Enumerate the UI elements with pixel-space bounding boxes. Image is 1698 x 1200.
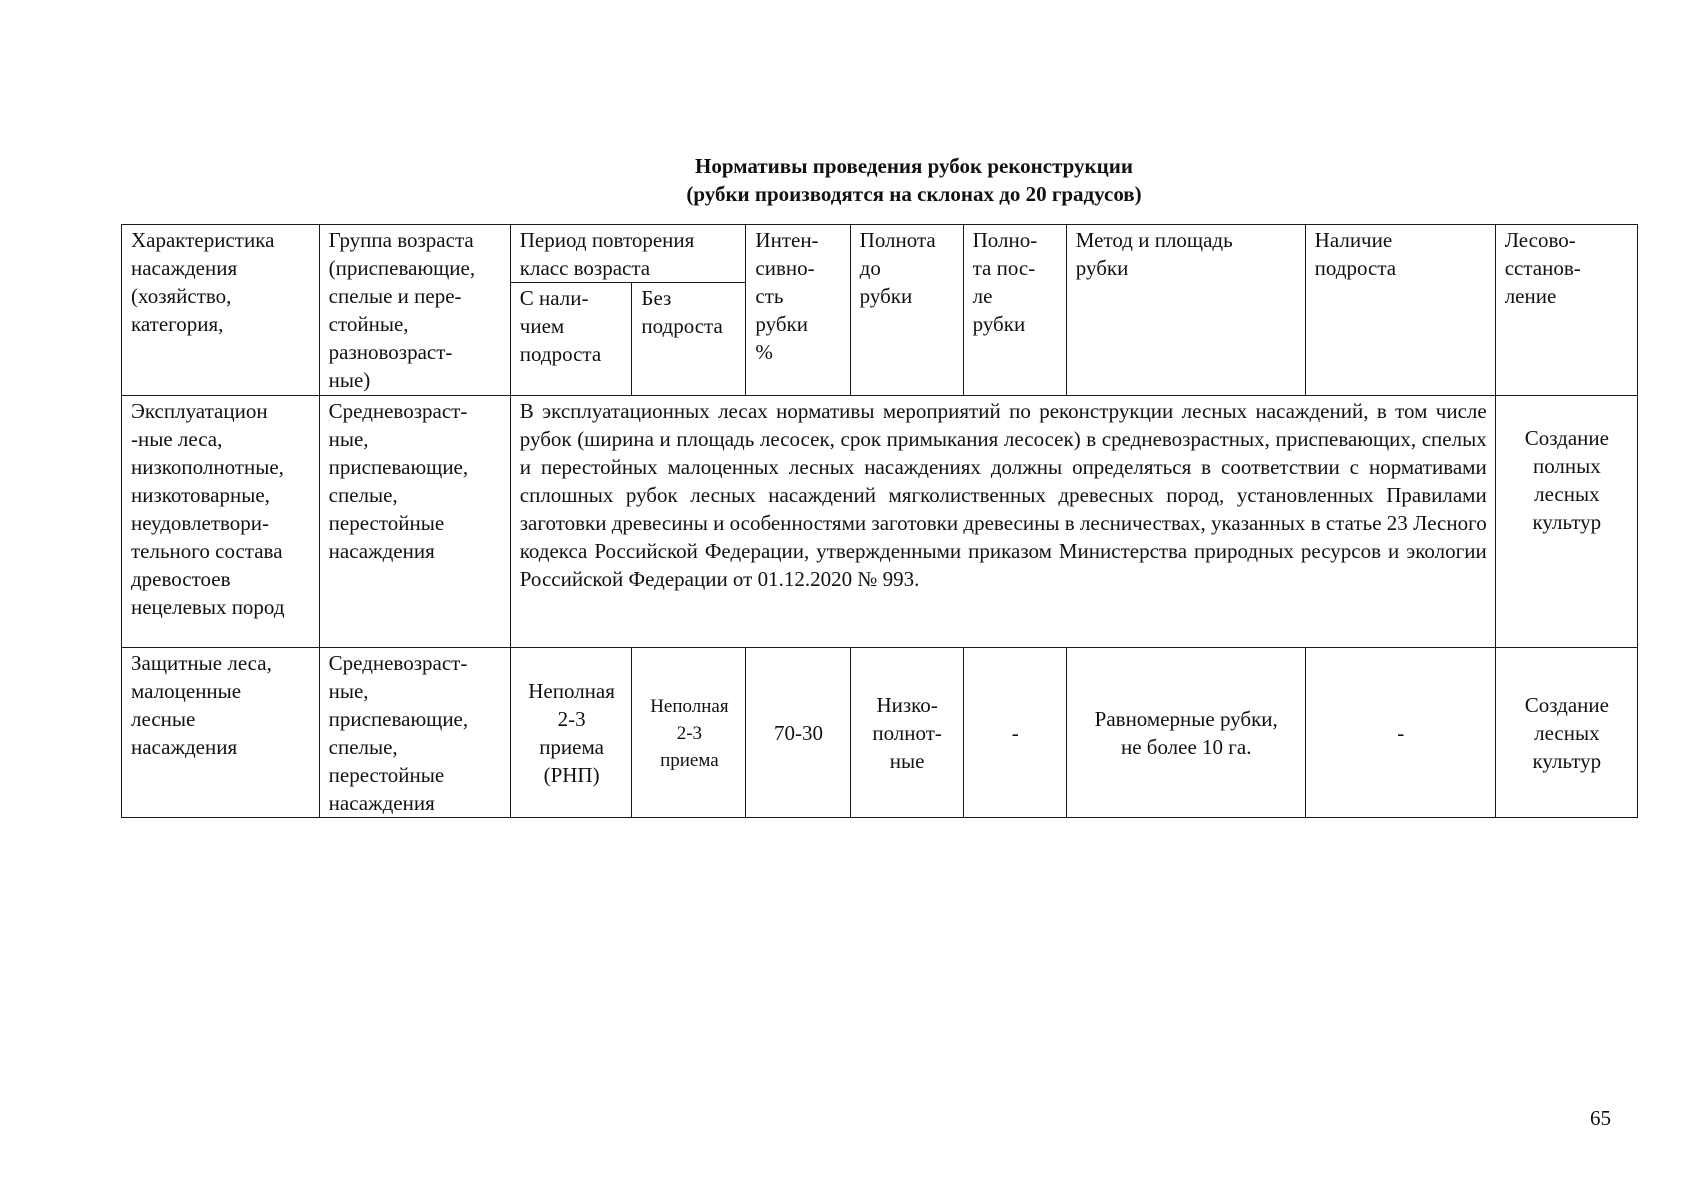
cell-characteristic: Защитные леса, малоценные лесные насаждения (122, 648, 320, 818)
header-row-1 (122, 225, 1638, 283)
table-row-exploitation (122, 396, 1638, 648)
header-method: Метод и площадь рубки (1066, 225, 1305, 396)
header-reforestation: Лесово- сстанов- ление (1495, 225, 1637, 396)
header-intensity: Интен- сивно- сть рубки % (746, 225, 850, 396)
cell-merged-norms-text: В эксплуатационных лесах нормативы мероприятий по реконструкции лесных насаждений, в том числе рубок (ширина и площадь лесосек, срок примыкания лесосек) в средневозрастных, приспевающих, спелых и перестойных малоценных лесных насаждениях должны определяться в соответствии с нормативами сплошных рубок лесных насаждений мягколиственных древесных пород, установленных Правилами заготовки древесины и особенностями заготовки древесины в лесничествах, указанных в статье 23 Лесного кодекса Российской Федерации, утвержденными приказом Министерства природных ресурсов и экологии Российской Федерации от 01.12.2020 № 993. (510, 396, 1495, 648)
cell-age-group: Средневозраст- ные, приспевающие, спелые, перестойные насаждения (319, 648, 510, 818)
header-age-group: Группа возраста (приспевающие, спелые и пере- стойные, разновозраст- ные) (319, 225, 510, 396)
header-period: Период повторения класс возраста (510, 225, 746, 283)
page-title (0, 152, 1698, 208)
cell-with-undergrowth: Неполная 2-3 приема (РНП) (510, 648, 632, 818)
norms-table (121, 224, 1638, 818)
title-line-2: (рубки производятся на склонах до 20 градусов) (686, 182, 1142, 206)
cell-method: Равномерные рубки, не более 10 га. (1066, 648, 1305, 818)
cell-characteristic: Эксплуатацион -ные леса, низкополнотные, низкотоварные, неудовлетвори- тельного состава древостоев нецелевых пород (122, 396, 320, 648)
cell-density-after: - (963, 648, 1066, 818)
cell-age-group: Средневозраст- ные, приспевающие, спелые, перестойные насаждения (319, 396, 510, 648)
cell-intensity: 70-30 (746, 648, 850, 818)
page-number: 65 (1590, 1106, 1611, 1130)
header-density-before: Полнота до рубки (850, 225, 963, 396)
header-undergrowth: Наличие подроста (1305, 225, 1495, 396)
header-density-after: Полно- та пос- ле рубки (963, 225, 1066, 396)
cell-reforestation: Создание лесных культур (1495, 648, 1637, 818)
cell-without-undergrowth: Неполная 2-3 приема (632, 648, 746, 818)
cell-reforestation: Создание полных лесных культур (1495, 396, 1637, 648)
table-row-protective (122, 648, 1638, 818)
cell-density-before: Низко- полнот- ные (850, 648, 963, 818)
header-characteristic: Характеристика насаждения (хозяйство, категория, (122, 225, 320, 396)
title-line-1: Нормативы проведения рубок реконструкции (695, 154, 1133, 178)
header-with-undergrowth: С нали- чием подроста (510, 283, 632, 396)
header-without-undergrowth: Без подроста (632, 283, 746, 396)
cell-undergrowth: - (1305, 648, 1495, 818)
